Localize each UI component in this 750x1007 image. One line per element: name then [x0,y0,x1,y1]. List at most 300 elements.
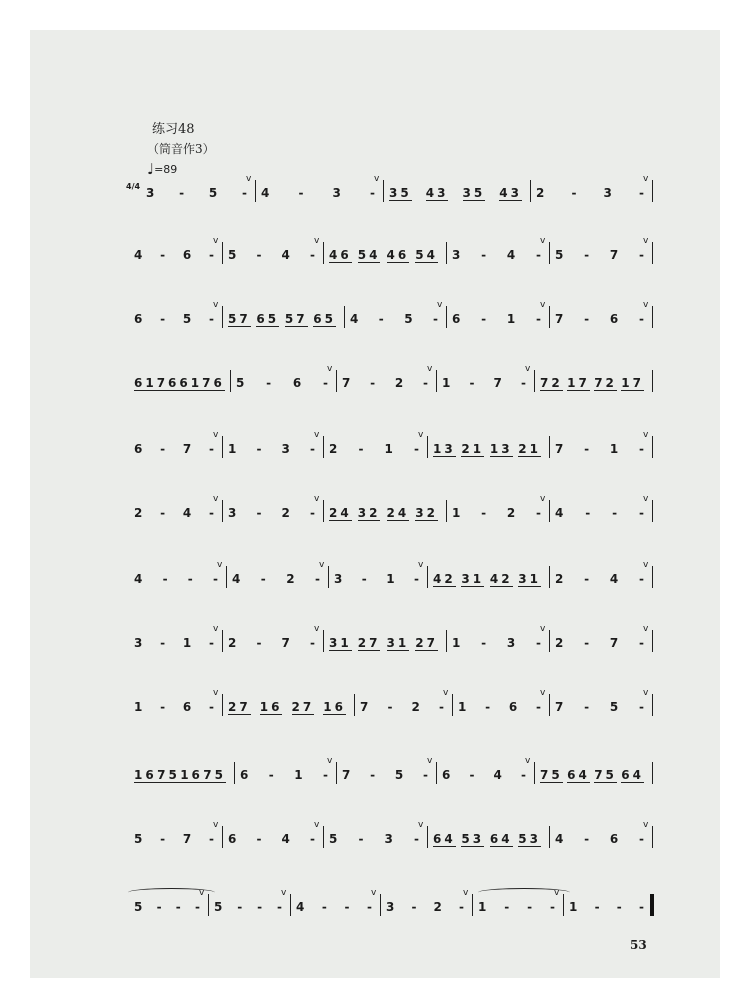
dash: - [584,248,590,262]
note: 2 [411,700,420,714]
measure [134,366,225,400]
barline [222,242,223,264]
measure [134,432,214,466]
dash: - [411,900,417,914]
breath-mark: v [246,174,252,184]
note: 1 [458,700,467,714]
note: 6 [442,768,451,782]
eighth-note-pair: 57 [284,311,308,326]
measure [555,432,644,466]
note: 4 [493,768,502,782]
note: 4 [506,248,516,262]
page-number: 53 [630,938,647,952]
measure [342,758,428,792]
breath-mark: v [213,820,219,830]
barline [344,306,345,328]
eighth-note-pair: 24 [329,505,352,520]
breath-mark: v [327,364,333,374]
barline [323,242,324,264]
note: 1 [452,636,461,650]
measure [261,176,375,210]
score-row [0,302,750,336]
dash: - [298,186,304,200]
dash: - [638,186,644,200]
eighth-note-pair: 61 [134,375,157,390]
note: 6 [508,700,518,714]
barline [549,436,550,458]
eighth-note-pair: 53 [518,831,541,846]
score-row [0,366,750,400]
barline [652,762,653,784]
breath-mark: v [643,560,649,570]
dash: - [361,572,367,586]
dash: - [584,312,590,326]
note: 3 [384,832,393,846]
dash: - [458,900,464,914]
exercise-title: 练习48 [152,122,195,137]
dash: - [315,572,320,586]
eighth-note-pair: 13 [433,441,456,456]
note: 1 [134,700,143,714]
dash: - [160,506,166,520]
score-row [0,758,750,792]
note: 3 [281,442,290,456]
dash: - [584,832,590,846]
barline [446,630,447,652]
measure [134,690,214,724]
dash: - [256,248,262,262]
breath-mark: v [643,688,649,698]
score-row [0,562,750,596]
barline [222,630,223,652]
dash: - [584,636,590,650]
breath-mark: v [525,364,531,374]
note: 6 [292,376,302,390]
note: 3 [452,248,461,262]
breath-mark: v [643,624,649,634]
dash: - [433,312,438,326]
eighth-note-pair: 54 [357,247,381,262]
eighth-note-pair: 76 [156,375,180,390]
dash: - [527,900,533,914]
dash: - [309,832,315,846]
note: 3 [506,636,516,650]
eighth-note-pair: 54 [415,247,438,262]
barline [222,436,223,458]
dash: - [321,900,327,914]
measure [334,562,419,596]
note: 6 [609,312,619,326]
dash: - [370,376,376,390]
dash: - [536,248,541,262]
dash: - [481,506,487,520]
breath-mark: v [213,236,219,246]
note: 1 [442,376,451,390]
measure [232,562,320,596]
note: 5 [134,900,143,914]
measure [540,366,644,400]
dash: - [358,832,364,846]
barline [652,436,653,458]
dash: - [309,248,315,262]
note: 7 [342,376,351,390]
measure [228,626,315,660]
dash: - [571,186,577,200]
score-row [0,626,750,660]
measure [386,890,464,924]
note: 1 [609,442,619,456]
dash: - [639,572,644,586]
note: 1 [294,768,303,782]
note: 3 [386,900,395,914]
dash: - [179,186,185,200]
dash: - [160,700,166,714]
measure [536,176,644,210]
barline [549,500,550,522]
quarter-note-icon: ♩ [147,160,155,178]
eighth-note-pair: 32 [415,505,438,520]
measure [389,176,522,210]
note: 1 [478,900,487,914]
breath-mark: v [199,888,205,898]
note: 2 [286,572,295,586]
dash: - [536,312,541,326]
eighth-note-pair: 24 [386,505,410,520]
barline [323,826,324,848]
breath-mark: v [540,300,546,310]
tie-slur [478,888,570,897]
breath-mark: v [213,494,219,504]
eighth-note-pair: 46 [386,247,410,262]
breath-mark: v [443,688,449,698]
dash: - [160,442,166,456]
dash: - [485,700,491,714]
note: 7 [555,442,564,456]
eighth-note-pair: 64 [433,831,456,846]
barline [446,500,447,522]
note: 6 [134,312,143,326]
note: 5 [394,768,404,782]
note: 6 [452,312,461,326]
barline [652,826,653,848]
note: 6 [228,832,237,846]
measure [214,890,282,924]
measure [134,302,214,336]
note: 5 [134,832,143,846]
breath-mark: v [643,430,649,440]
dash: - [160,312,166,326]
note: 4 [609,572,619,586]
measure [329,238,438,272]
note: 6 [240,768,249,782]
dash: - [387,700,393,714]
barline [323,500,324,522]
note: 2 [555,572,564,586]
note: 7 [609,248,619,262]
dash: - [323,376,328,390]
dash: - [160,248,166,262]
barline [208,894,209,916]
measure [134,626,214,660]
note: 5 [182,312,192,326]
note: 7 [609,636,619,650]
eighth-note-pair: 65 [256,311,280,326]
dash: - [536,700,541,714]
eighth-note-pair: 27 [357,635,381,650]
note: 2 [394,376,404,390]
measure [329,432,419,466]
dash: - [209,312,214,326]
note: 5 [329,832,338,846]
note: 3 [332,186,341,200]
score-row [0,690,750,724]
eighth-note-pair: 13 [489,441,513,456]
barline [328,566,329,588]
dash: - [160,832,166,846]
dash: - [266,376,272,390]
measure [555,496,644,530]
dash: - [481,636,487,650]
note: 5 [214,900,223,914]
dash: - [423,376,428,390]
note: 4 [232,572,241,586]
eighth-note-pair: 16 [323,699,346,714]
eighth-note-pair: 17 [621,375,644,390]
breath-mark: v [437,300,443,310]
barline [222,826,223,848]
eighth-note-pair: 35 [389,185,412,200]
barline [222,694,223,716]
breath-mark: v [418,430,424,440]
breath-mark: v [374,174,380,184]
note: 3 [334,572,343,586]
dash: - [469,376,475,390]
dash: - [367,900,372,914]
dash: - [237,900,243,914]
breath-mark: v [213,300,219,310]
breath-mark: v [213,430,219,440]
dash: - [639,442,644,456]
eighth-note-pair: 31 [386,635,410,650]
note: 3 [603,186,612,200]
eighth-note-pair: 53 [461,831,485,846]
note: 1 [569,900,578,914]
measure [134,238,214,272]
barline [652,306,653,328]
eighth-note-pair: 75 [203,767,226,782]
barline [563,894,564,916]
breath-mark: v [314,494,320,504]
eighth-note-pair: 16 [259,699,283,714]
note: 5 [609,700,619,714]
dash: - [469,768,475,782]
dash: - [209,832,214,846]
eighth-note-pair: 64 [489,831,513,846]
eighth-note-pair: 31 [518,571,541,586]
breath-mark: v [213,688,219,698]
dash: - [536,636,541,650]
barline [446,306,447,328]
dash: - [413,442,419,456]
breath-mark: v [418,560,424,570]
note: 7 [555,312,564,326]
dash: - [584,700,590,714]
measure [452,626,541,660]
breath-mark: v [643,236,649,246]
dash: - [187,572,193,586]
note: 1 [182,636,192,650]
dash: - [378,312,384,326]
barline [354,694,355,716]
barline [336,762,337,784]
note: 5 [404,312,413,326]
eighth-note-pair: 32 [357,505,381,520]
breath-mark: v [540,688,546,698]
note: 5 [555,248,564,262]
eighth-note-pair: 64 [621,767,644,782]
dash: - [550,900,555,914]
note: 1 [386,572,395,586]
barline [652,566,653,588]
measure [296,890,372,924]
dash: - [481,248,487,262]
note: 2 [134,506,143,520]
barline [446,242,447,264]
breath-mark: v [540,494,546,504]
measure [236,366,328,400]
measure [433,432,541,466]
eighth-note-pair: 75 [157,767,180,782]
eighth-note-pair: 64 [567,767,590,782]
measure [569,890,644,924]
dash: - [639,700,644,714]
measure [555,562,644,596]
dash: - [256,442,262,456]
dash: - [209,442,214,456]
eighth-note-pair: 16 [180,767,203,782]
barline [230,370,231,392]
breath-mark: v [525,756,531,766]
dash: - [309,506,315,520]
eighth-note-pair: 27 [291,699,315,714]
measure [555,302,644,336]
dash: - [156,900,162,914]
measure [442,758,526,792]
measure [134,758,226,792]
measure [555,690,644,724]
measure [228,496,315,530]
measure [442,366,526,400]
dash: - [481,312,487,326]
breath-mark: v [427,364,433,374]
eighth-note-pair: 65 [313,311,336,326]
note: 6 [609,832,619,846]
measure [540,758,644,792]
barline [222,306,223,328]
note: 7 [493,376,502,390]
breath-mark: v [427,756,433,766]
tie-slur [128,888,215,897]
note: 4 [281,832,290,846]
note: 4 [555,506,564,520]
measure [146,176,247,210]
dash: - [260,572,266,586]
eighth-note-pair: 16 [134,767,157,782]
eighth-note-pair: 31 [461,571,485,586]
dash: - [504,900,510,914]
dash: - [370,768,376,782]
barline [436,762,437,784]
dash: - [242,186,247,200]
barline [549,566,550,588]
note: 4 [281,248,290,262]
tempo-value: =89 [154,163,178,176]
note: 3 [228,506,237,520]
score-row [0,238,750,272]
note: 2 [281,506,290,520]
dash: - [585,506,591,520]
breath-mark: v [418,820,424,830]
barline [534,762,535,784]
dash: - [358,442,364,456]
dash: - [194,900,200,914]
breath-mark: v [217,560,223,570]
barline [530,180,531,202]
measure [228,690,346,724]
dash: - [639,636,644,650]
note: 4 [182,506,192,520]
breath-mark: v [314,820,320,830]
note: 2 [433,900,442,914]
breath-mark: v [319,560,325,570]
note: 4 [555,832,564,846]
breath-mark: v [643,300,649,310]
note: 4 [134,572,143,586]
breath-mark: v [643,494,649,504]
breath-mark: v [463,888,469,898]
note: 7 [182,442,192,456]
measure [134,822,214,856]
eighth-note-pair: 43 [425,185,449,200]
dash: - [277,900,282,914]
note: 1 [228,442,237,456]
breath-mark: v [643,820,649,830]
breath-mark: v [371,888,377,898]
barline [652,500,653,522]
measure [452,496,541,530]
dash: - [520,376,526,390]
barline [549,306,550,328]
barline [427,436,428,458]
barline [427,566,428,588]
note: 4 [134,248,143,262]
barline [652,630,653,652]
dash: - [639,312,644,326]
breath-mark: v [314,624,320,634]
barline [380,894,381,916]
measure [555,238,644,272]
note: 4 [350,312,359,326]
barline [472,894,473,916]
note: 2 [536,186,545,200]
dash: - [438,700,444,714]
dash: - [423,768,428,782]
measure [228,238,315,272]
score-row [0,496,750,530]
note: 6 [182,700,192,714]
measure [452,302,541,336]
eighth-note-pair: 72 [594,375,617,390]
